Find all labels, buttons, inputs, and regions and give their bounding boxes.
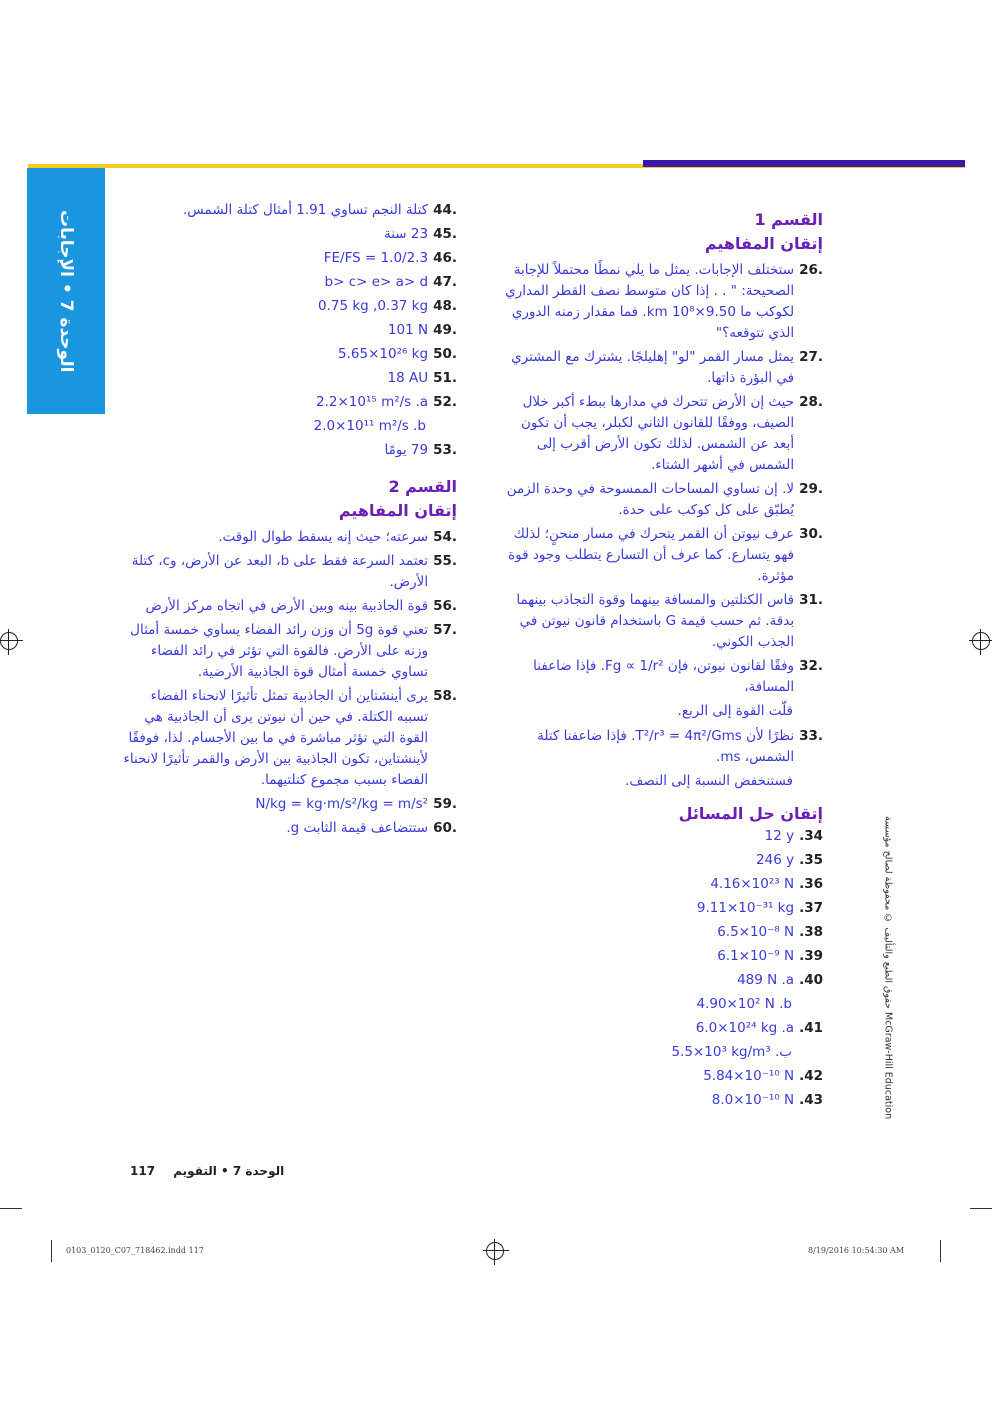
- answer-number: 32.: [799, 658, 823, 674]
- print-date-info: 8/19/2016 10:54:30 AM: [808, 1246, 905, 1255]
- answer-text: لا. إن تساوي المساحات الممسوحة في وحدة الزمن يُطبّق على كل كوكب على حدة.: [506, 481, 795, 518]
- problem-answer: 246 y: [756, 852, 795, 868]
- problem-item: [498, 994, 823, 1015]
- problem-number: .42: [799, 1068, 823, 1084]
- subsection-heading: إتقان حل المسائل: [678, 804, 823, 823]
- answer-number: 54.: [433, 529, 457, 545]
- answer-text: 5.65×10²⁶ kg: [338, 346, 429, 362]
- unit-side-tab-label: الوحدة 7 • الإجابات: [56, 209, 76, 373]
- answer-number: 57.: [433, 622, 457, 638]
- problem-answer: 489 N .a: [737, 972, 795, 988]
- problem-answer: 5.5×10³ kg/m³ .ب: [671, 1044, 792, 1060]
- answer-text: يمثل مسار القمر "لو" إهليلجًا. يشترك مع المشتري في البؤرة ذاتها.: [511, 349, 795, 386]
- registration-mark-icon: [0, 632, 18, 650]
- answer-number: 59.: [433, 796, 457, 812]
- top-rule-purple: [643, 160, 965, 167]
- section-heading: القسم 1: [754, 210, 823, 229]
- answer-text: ستختلف الإجابات. يمثل ما يلي نمطًا محتملاً للإجابة الصحيحة: " . . إذا كان متوسط نصف القطر المداري لكوكب ما 9.50×10⁸ km. فما مقدار زمنه الدوري الذي تتوقعه؟": [505, 262, 795, 341]
- copyright-credit: حقوق الطبع والتأليف © محفوظة لصالح مؤسسة McGraw-Hill Education: [882, 816, 894, 1120]
- answer-item: [498, 726, 823, 768]
- answer-number: 58.: [433, 688, 457, 704]
- left-column: [116, 200, 457, 842]
- problem-number: .37: [799, 900, 823, 916]
- crop-mark: [51, 1240, 52, 1262]
- problem-answer: 4.16×10²³ N: [710, 876, 795, 892]
- answer-number: 31.: [799, 592, 823, 608]
- answer-text: 0.75 kg ,0.37 kg: [318, 298, 429, 314]
- answer-item: [498, 347, 823, 389]
- answer-item: [116, 818, 457, 839]
- page-footer: [130, 1164, 284, 1178]
- problem-answer: 9.11×10⁻³¹ kg: [696, 900, 795, 916]
- problem-answer: 6.0×10²⁴ kg .a: [695, 1020, 795, 1036]
- answer-item: [498, 479, 823, 521]
- problem-answer: 5.84×10⁻¹⁰ N: [703, 1068, 795, 1084]
- problem-answer: 12 y: [764, 828, 795, 844]
- answer-text: قوة الجاذبية بينه وبين الأرض في اتجاه مركز الأرض: [145, 598, 429, 614]
- answer-text: 2.2×10¹⁵ m²/s .a: [316, 394, 429, 410]
- problem-item: [498, 1090, 823, 1111]
- answer-item: [116, 272, 457, 293]
- answer-text: 101 N: [387, 322, 429, 338]
- answer-text: 79 يومًا: [384, 442, 429, 458]
- answer-item: [116, 620, 457, 683]
- answer-number: 56.: [433, 598, 457, 614]
- problem-number: .43: [799, 1092, 823, 1108]
- answer-number: 27.: [799, 349, 823, 365]
- answer-item: [116, 368, 457, 389]
- problem-item: [498, 946, 823, 967]
- answer-text: 18 AU: [387, 370, 429, 386]
- answer-item: [116, 320, 457, 341]
- answer-text: تعتمد السرعة فقط على b، البعد عن الأرض، وc، كتلة الأرض.: [131, 553, 429, 590]
- answer-item: [116, 596, 457, 617]
- answer-formula: N/kg = kg·m/s²/kg = m/s²: [255, 796, 429, 812]
- problem-item: [498, 922, 823, 943]
- answer-number: 28.: [799, 394, 823, 410]
- answer-number: 46.: [433, 250, 457, 266]
- answer-item: [116, 248, 457, 269]
- answer-number: 30.: [799, 526, 823, 542]
- answer-text: سرعته؛ حيث إنه يسقط طوال الوقت.: [218, 529, 429, 545]
- crop-mark: [970, 1208, 992, 1209]
- section-heading: القسم 2: [388, 477, 457, 496]
- answer-number: 55.: [433, 553, 457, 569]
- print-file-info: 0103_0120_C07_718462.indd 117: [66, 1246, 204, 1255]
- problem-item: [498, 826, 823, 847]
- answer-number: 47.: [433, 274, 457, 290]
- answer-formula: FE/FS = 1.0/2.3: [323, 250, 429, 266]
- answer-number: 48.: [433, 298, 457, 314]
- answer-number: 60.: [433, 820, 457, 836]
- answer-item: [498, 524, 823, 587]
- answer-text: ستتضاعف قيمة الثابت g.: [286, 820, 429, 836]
- answer-text: وفقًا لقانون نيوتن، فإن Fg ∝ 1/r². فإذا ضاعفنا المسافة،: [533, 658, 795, 695]
- problem-answer: 6.5×10⁻⁸ N: [717, 924, 795, 940]
- answer-number: 45.: [433, 226, 457, 242]
- answer-item: [116, 527, 457, 548]
- answer-text: قاس الكتلتين والمسافة بينهما وقوة التجاذب بينهما بدقة. ثم حسب قيمة G باستخدام قانون نيوتن في الجذب الكوني.: [516, 592, 795, 650]
- answer-item: [116, 794, 457, 815]
- answer-item: [116, 686, 457, 791]
- problem-item: [498, 1066, 823, 1087]
- crop-mark: [0, 1208, 22, 1209]
- page-number: 117: [130, 1164, 156, 1178]
- problem-answer: 4.90×10² N .b: [696, 996, 792, 1012]
- subsection-heading: إتقان المفاهيم: [338, 501, 457, 520]
- answer-item: [116, 200, 457, 221]
- problem-answer: 6.1×10⁻⁹ N: [717, 948, 795, 964]
- answer-item: [116, 392, 457, 413]
- answer-text: حيث إن الأرض تتحرك في مدارها ببطء أكبر خلال الصيف، ووفقًا للقانون الثاني لكبلر، يجب أن تكون أبعد عن الشمس. لذلك تكون الأرض أقرب إلى الشمس في أشهر الشتاء.: [520, 394, 795, 473]
- crop-mark: [940, 1240, 941, 1262]
- problem-item: [498, 898, 823, 919]
- answer-item: [116, 224, 457, 245]
- registration-mark-icon: [972, 632, 990, 650]
- answer-item: [498, 392, 823, 476]
- answer-text: b> c> e> a> d: [324, 274, 429, 290]
- answer-number: 29.: [799, 481, 823, 497]
- problem-item: [498, 1042, 823, 1063]
- answer-number: 44.: [433, 202, 457, 218]
- answer-text: تعني قوة 5g أن وزن رائد الفضاء يساوي خمسة أمثال وزنه على الأرض. فالقوة التي تؤثر في رائد الفضاء تساوي خمسة أمثال قوة الجاذبية الأرضية.: [130, 622, 429, 680]
- answer-number: 26.: [799, 262, 823, 278]
- right-column: [498, 200, 823, 1114]
- answer-note: قلّت القوة إلى الربع.: [677, 703, 793, 719]
- problem-item: [498, 970, 823, 991]
- problem-number: .39: [799, 948, 823, 964]
- answer-item: [116, 440, 457, 461]
- problem-item: [498, 850, 823, 871]
- unit-side-tab: [27, 168, 105, 414]
- problem-number: .40: [799, 972, 823, 988]
- answer-text: 2.0×10¹¹ m²/s .b: [313, 418, 426, 434]
- answer-number: 49.: [433, 322, 457, 338]
- problem-number: .34: [799, 828, 823, 844]
- problem-number: .35: [799, 852, 823, 868]
- problem-number: .41: [799, 1020, 823, 1036]
- problem-number: .36: [799, 876, 823, 892]
- answer-number: 53.: [433, 442, 457, 458]
- answer-text: 23 سنة: [383, 226, 429, 242]
- answer-item: [116, 296, 457, 317]
- answer-item: [116, 551, 457, 593]
- answer-text: كتلة النجم تساوي 1.91 أمثال كتلة الشمس.: [183, 202, 429, 218]
- answer-item: [498, 656, 823, 698]
- answer-item: [116, 416, 457, 437]
- answer-text: عرف نيوتن أن القمر يتحرك في مسار منحنٍ؛ لذلك فهو يتسارع. كما عرف أن التسارع يتطلب وجود قوة مؤثرة.: [508, 526, 795, 584]
- problem-answer: 8.0×10⁻¹⁰ N: [711, 1092, 795, 1108]
- answer-text: نظرًا لأن T²/r³ = 4π²/Gms. فإذا ضاعفنا كتلة الشمس، ms.: [537, 728, 795, 765]
- answer-item: [498, 590, 823, 653]
- answer-number: 51.: [433, 370, 457, 386]
- answer-item: [116, 344, 457, 365]
- answer-number: 33.: [799, 728, 823, 744]
- registration-mark-icon: [486, 1242, 504, 1260]
- answer-item: [498, 260, 823, 344]
- answer-note: فستنخفض النسبة إلى النصف.: [625, 773, 793, 789]
- answer-number: 52.: [433, 394, 457, 410]
- footer-unit-label: الوحدة 7 • التقويم: [173, 1164, 285, 1178]
- problem-item: [498, 874, 823, 895]
- problem-item: [498, 1018, 823, 1039]
- answer-number: 50.: [433, 346, 457, 362]
- answer-text: يرى أينشتاين أن الجاذبية تمثل تأثيرًا لانحناء الفضاء تسببه الكتلة. في حين أن نيوتن يرى أن الجاذبية هي القوة التي تؤثر مباشرة في ما بين الأجسام. لذا، فوفقًا لأينشتاين، تكون الجاذبية بين الأرض والقمر تأثيرًا لانحناء الفضاء بسبب مجموع كتلتيهما.: [123, 688, 429, 788]
- problem-number: .38: [799, 924, 823, 940]
- subsection-heading: إتقان المفاهيم: [704, 234, 823, 253]
